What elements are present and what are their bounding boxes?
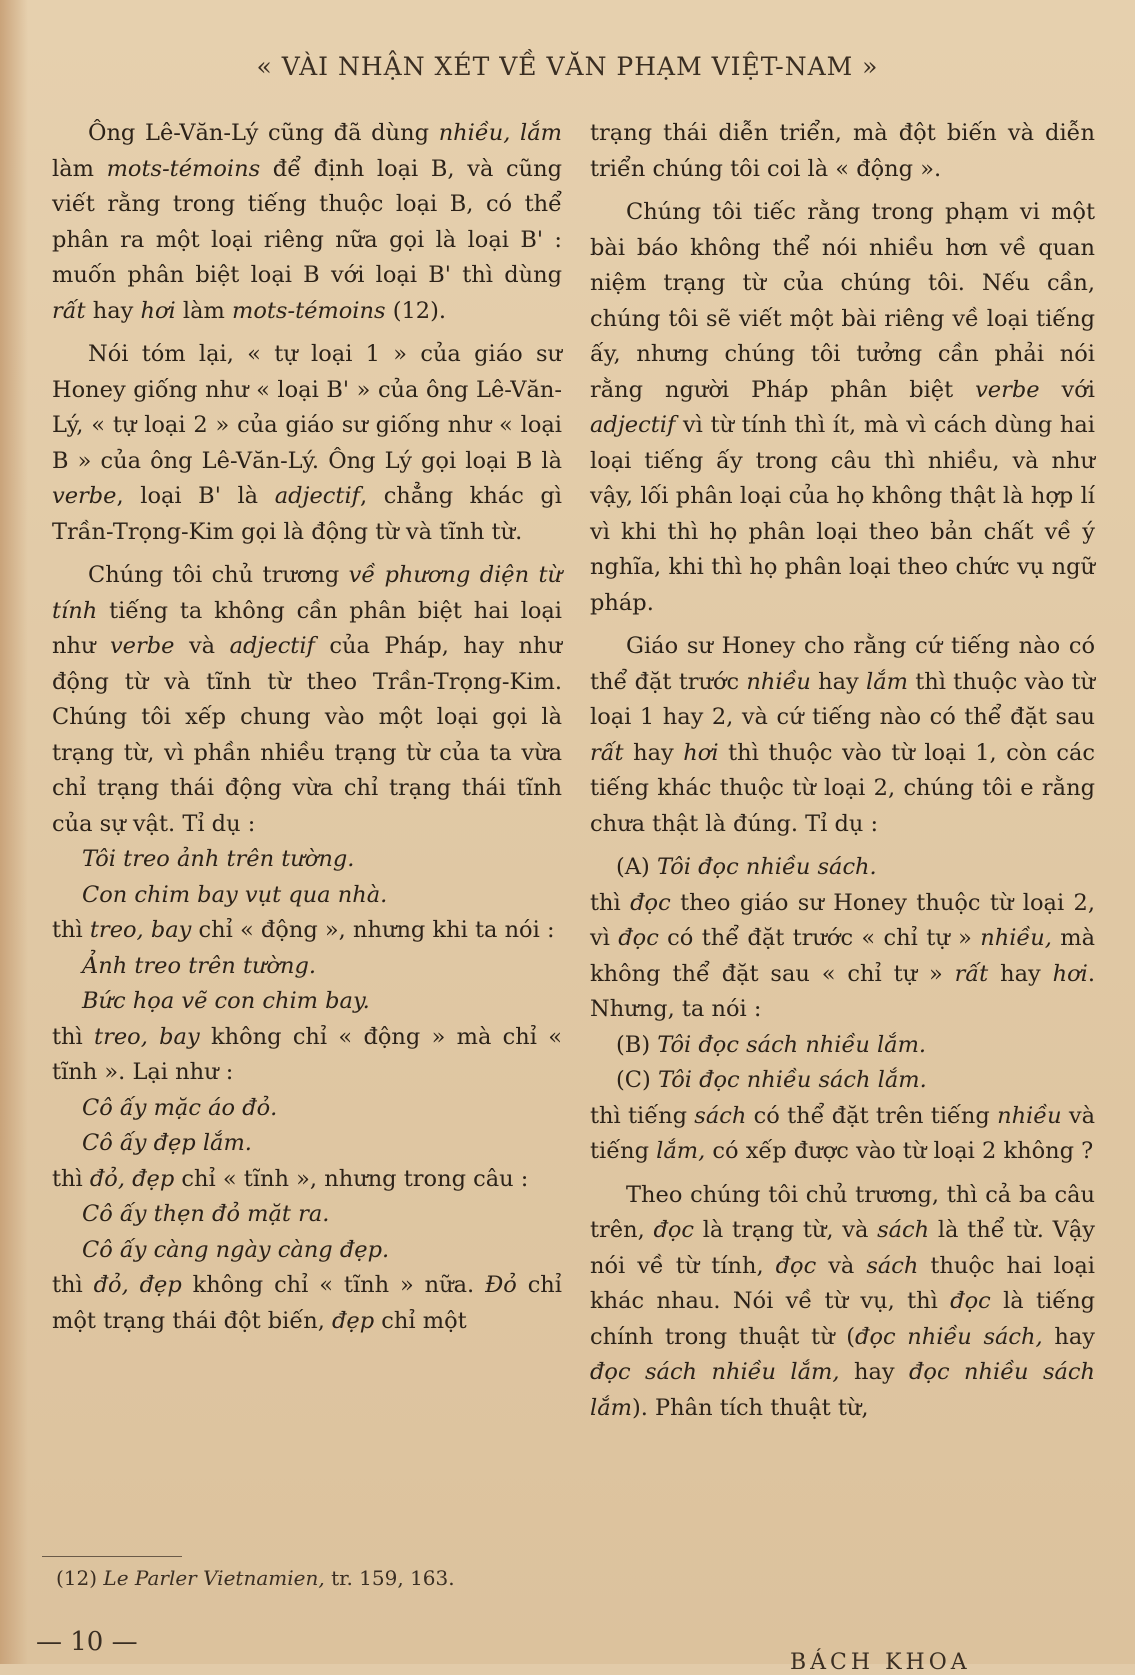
- text: là tiếng chính trong thuật từ (: [590, 1288, 1095, 1350]
- text: Nói tóm lại, « tự loại 1 » của giáo sư Honey giống như « loại B' » của ông Lê-Văn-Lý, « tự loại 2 » của giáo sư giống như « loại B » của ông Lê-Văn-Lý. Ông Lý gọi loại B là: [52, 341, 562, 474]
- text: là thể từ. Vậy nói về từ tính,: [590, 1217, 1095, 1279]
- italic-text: lắm: [866, 668, 908, 695]
- paragraph: [52, 1020, 562, 1091]
- text: và: [174, 633, 230, 659]
- italic-text: sách: [694, 1102, 747, 1129]
- text: thì thuộc vào từ loại 1, còn các tiếng khác thuộc từ loại 2, chúng tôi e rằng chưa thật là đúng. Tỉ dụ :: [590, 739, 1096, 837]
- text: làm: [175, 297, 232, 324]
- paragraph: [590, 195, 1095, 621]
- example-sentence: [590, 850, 1095, 886]
- text: . Nhưng, ta nói :: [590, 960, 1095, 1022]
- text: Chúng tôi tiếc rằng trong phạm vi một bài báo không thể nói nhiều hơn về quan niệm trạng từ của chúng tôi. Nếu cần, chúng tôi sẽ viết một bài riêng về loại tiếng ấy, nhưng chúng tôi tưởng cần phải nói rằng người Pháp phân biệt: [590, 199, 1095, 403]
- text: thì thuộc vào từ loại 1 hay 2, và cứ tiếng nào có thể đặt sau: [590, 668, 1095, 730]
- italic-text: đọc: [950, 1288, 991, 1314]
- italic-text: adjectif: [590, 412, 676, 438]
- text: thì: [52, 1272, 94, 1298]
- text: thì: [52, 1165, 90, 1192]
- italic-text: đọc: [630, 889, 671, 916]
- footnote-number: (12): [56, 1566, 98, 1590]
- italic-text: nhiều, lắm: [438, 120, 562, 146]
- text: là trạng từ, và: [694, 1217, 878, 1243]
- text: có thể đặt trên tiếng: [746, 1102, 998, 1129]
- text: theo giáo sư Honey thuộc từ loại 2, vì: [590, 889, 1095, 951]
- text: mà không thể đặt sau « chỉ tự »: [590, 925, 1095, 987]
- footnote-ref: (12).: [385, 297, 447, 324]
- text: chỉ một trạng thái đột biến,: [52, 1272, 562, 1334]
- italic-text: mots-témoins: [232, 297, 386, 324]
- italic-text: verbe: [52, 483, 117, 509]
- text: thì: [52, 917, 90, 943]
- paragraph: [52, 913, 562, 949]
- text: hay: [1042, 1323, 1095, 1350]
- italic-text: Tôi đọc sách nhiều lắm.: [657, 1031, 927, 1058]
- text: thuộc hai loại khác nhau. Nói về từ vụ, thì: [590, 1252, 1095, 1314]
- italic-text: treo, bay: [89, 917, 192, 943]
- text: hay: [839, 1359, 910, 1385]
- text: có thể đặt trước « chỉ tự »: [658, 925, 981, 951]
- text: Theo chúng tôi chủ trương, thì cả ba câu trên,: [590, 1181, 1095, 1243]
- italic-text: hơi: [140, 297, 176, 324]
- example-label: (C): [616, 1067, 651, 1093]
- text: , loại B' là: [116, 483, 275, 509]
- text: không chỉ « động » mà chỉ « tĩnh ». Lại như :: [52, 1023, 563, 1085]
- example-sentence: [590, 1063, 1095, 1099]
- paragraph: [52, 1268, 562, 1339]
- text: Chúng tôi chủ trương: [88, 562, 349, 588]
- text: hay: [623, 739, 684, 766]
- italic-text: đọc sách nhiều lắm,: [590, 1359, 840, 1385]
- italic-text: về phương diện từ tính: [52, 562, 562, 624]
- page-number: — 10 —: [36, 1627, 138, 1657]
- italic-text: Tôi đọc nhiều sách.: [656, 854, 877, 880]
- text: thì: [52, 1023, 95, 1050]
- running-header: « VÀI NHẬN XÉT VỀ VĂN PHẠM VIỆT-NAM »: [256, 52, 879, 81]
- text: của Pháp, hay như động từ và tĩnh từ theo Trần-Trọng-Kim. Chúng tôi xếp chung vào một loại gọi là trạng từ, vì phần nhiều trạng từ của ta vừa chỉ trạng thái động vừa chỉ trạng thái tĩnh của sự vật. Tỉ dụ :: [52, 633, 563, 837]
- page-edge-shadow: [0, 0, 28, 1664]
- text: và: [816, 1252, 867, 1279]
- italic-text: đọc: [653, 1217, 695, 1243]
- paragraph: [52, 116, 562, 329]
- italic-text: adjectif: [274, 483, 360, 509]
- italic-text: Tôi đọc nhiều sách lắm.: [657, 1067, 927, 1093]
- paragraph: [590, 886, 1095, 1028]
- paragraph: [590, 1099, 1095, 1170]
- text: và tiếng: [590, 1102, 1096, 1164]
- text: thì tiếng: [590, 1102, 695, 1129]
- italic-text: đọc nhiều sách lắm: [590, 1359, 1096, 1421]
- italic-text: hơi: [1052, 960, 1088, 987]
- text: chỉ « động », nhưng khi ta nói :: [191, 917, 555, 943]
- running-footer: BÁCH KHOA: [790, 1650, 971, 1675]
- paragraph: [52, 558, 562, 842]
- left-column: [52, 116, 562, 1339]
- text: hay: [988, 960, 1053, 987]
- italic-text: verbe: [975, 376, 1040, 403]
- text: hay: [85, 297, 141, 324]
- text: hay: [810, 668, 866, 695]
- example-sentence: Ảnh treo trên tường.: [82, 952, 317, 979]
- footnote-source: Le Parler Vietnamien,: [103, 1566, 325, 1590]
- footnote-pages: tr. 159, 163.: [331, 1566, 455, 1590]
- italic-text: sách: [877, 1217, 930, 1243]
- example-label: (B): [616, 1031, 651, 1058]
- text: Ông Lê-Văn-Lý cũng đã dùng: [88, 120, 439, 146]
- text: vì từ tính thì ít, mà vì cách dùng hai loại tiếng ấy trong câu thì nhiều, và như vậy, lối phân loại của họ không thật là hợp lí vì khi thì họ phân loại theo bản chất về ý nghĩa, khi thì họ phân loại theo chức vụ ngữ pháp.: [590, 412, 1095, 616]
- text: , chẳng khác gì Trần-Trọng-Kim gọi là động từ và tĩnh từ.: [52, 483, 563, 545]
- text: để định loại B, và cũng viết rằng trong tiếng thuộc loại B, có thể phân ra một loại riêng nữa gọi là loại B' : muốn phân biệt loại B với loại B' thì dùng: [52, 155, 562, 288]
- text: chỉ « tĩnh », nhưng trong câu :: [174, 1165, 529, 1192]
- italic-text: rất: [954, 960, 989, 987]
- example-sentence: Cô ấy thẹn đỏ mặt ra.: [82, 1201, 330, 1227]
- italic-text: verbe: [109, 633, 175, 659]
- text: tiếng ta không cần phân biệt hai loại như: [52, 597, 562, 659]
- paragraph: trạng thái diễn triển, mà đột biến và diễn triển chúng tôi coi là « động ».: [590, 120, 1095, 182]
- italic-text: rất: [52, 297, 86, 324]
- example-sentence: Bức họa vẽ con chim bay.: [82, 988, 370, 1014]
- example-sentence: Cô ấy càng ngày càng đẹp.: [82, 1236, 390, 1263]
- example-sentence: Tôi treo ảnh trên tường.: [82, 846, 355, 872]
- italic-text: hơi: [683, 739, 719, 766]
- italic-text: đọc nhiều sách,: [855, 1323, 1043, 1350]
- text: với: [1039, 376, 1096, 403]
- italic-text: đọc: [775, 1252, 817, 1279]
- italic-text: rất: [590, 739, 624, 766]
- paragraph: [590, 1178, 1095, 1427]
- italic-text: đẹp: [332, 1307, 375, 1334]
- italic-text: lắm,: [656, 1138, 706, 1164]
- paragraph: [52, 337, 562, 550]
- text: Giáo sư Honey cho rằng cứ tiếng nào có thể đặt trước: [590, 633, 1095, 695]
- text: có xếp được vào từ loại 2 không ?: [705, 1138, 1094, 1164]
- italic-text: adjectif: [229, 633, 315, 659]
- italic-text: đỏ, đẹp: [93, 1272, 182, 1298]
- paragraph: [590, 629, 1095, 842]
- example-sentence: Cô ấy mặc áo đỏ.: [82, 1094, 278, 1121]
- italic-text: treo, bay: [94, 1023, 200, 1050]
- example-label: (A): [616, 854, 650, 880]
- text: chỉ một: [374, 1307, 467, 1334]
- text: thì: [590, 889, 631, 916]
- italic-text: nhiều: [746, 668, 811, 695]
- example-sentence: Cô ấy đẹp lắm.: [82, 1130, 252, 1156]
- example-sentence: Con chim bay vụt qua nhà.: [82, 881, 388, 908]
- italic-text: đỏ, đẹp: [89, 1165, 175, 1192]
- text: ). Phân tích thuật từ,: [631, 1394, 869, 1421]
- italic-text: nhiều,: [980, 925, 1052, 951]
- right-column: [590, 116, 1095, 1426]
- italic-text: đọc: [618, 925, 659, 951]
- italic-text: sách: [866, 1252, 919, 1279]
- italic-text: Đỏ: [485, 1272, 517, 1298]
- text: làm: [52, 155, 107, 182]
- paragraph: [52, 1162, 562, 1198]
- text: không chỉ « tĩnh » nữa.: [181, 1272, 486, 1298]
- italic-text: mots-témoins: [106, 155, 261, 182]
- footnote: [56, 1566, 455, 1590]
- example-sentence: [590, 1028, 1095, 1064]
- footnote-divider: [42, 1556, 182, 1557]
- italic-text: nhiều: [997, 1102, 1062, 1129]
